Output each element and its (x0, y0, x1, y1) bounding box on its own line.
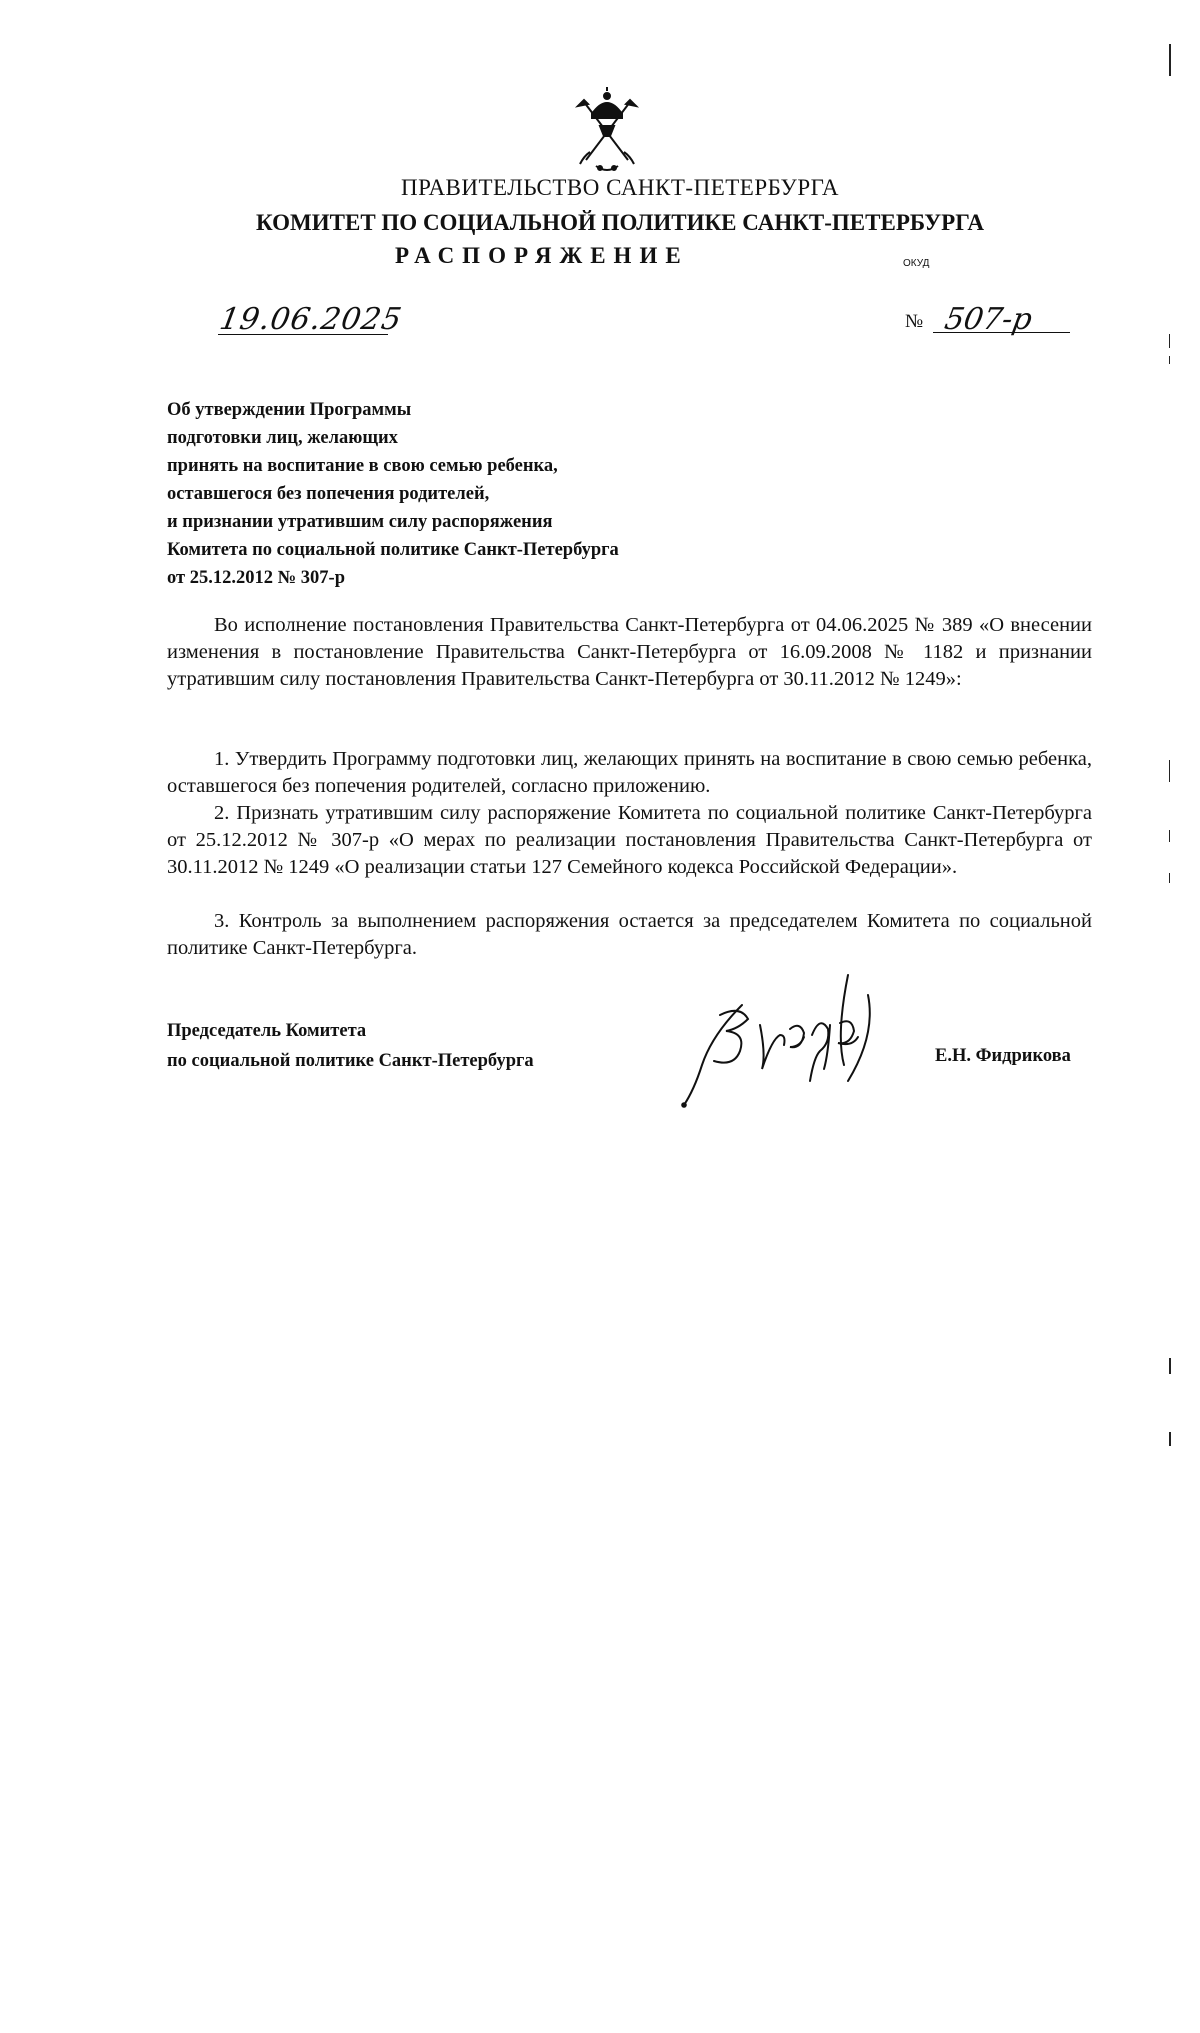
st-petersburg-coat-of-arms-icon (570, 86, 644, 176)
scan-margin-mark (1169, 830, 1170, 842)
subject-line: подготовки лиц, желающих (167, 428, 398, 448)
scan-margin-mark (1169, 356, 1170, 364)
okud-label: ОКУД (903, 258, 930, 269)
order-item-1: 1. Утвердить Программу подготовки лиц, желающих принять на воспитание в свою семью ребенка, оставшегося без попечения родителей, согласно приложению. (167, 748, 1092, 797)
scan-margin-mark (1169, 873, 1170, 883)
scan-margin-mark (1169, 44, 1171, 76)
order-item-2: 2. Признать утратившим силу распоряжение Комитета по социальной политике Санкт-Петербурга от 25.12.2012 № 307-р «О мерах по реализации постановления Правительства Санкт-Петербурга от 30.11.2012 № 1249 «О реализации статьи 127 Семейного кодекса Российской Федерации». (167, 802, 1092, 878)
date-underline (218, 334, 388, 335)
scan-margin-mark (1169, 760, 1170, 782)
number-sign: № (905, 311, 924, 332)
scan-margin-mark (1169, 1358, 1171, 1374)
position-line: по социальной политике Санкт-Петербурга (167, 1051, 534, 1071)
signatory-position (167, 1016, 534, 1076)
document-subject (167, 396, 619, 592)
scan-margin-mark (1169, 334, 1170, 348)
preamble-paragraph: Во исполнение постановления Правительства Санкт-Петербурга от 04.06.2025 № 389 «О внесении изменения в постановление Правительства Санкт-Петербурга от 16.09.2008 № 1182 и признании утратившим силу постановления Правительства Санкт-Петербурга от 30.11.2012 № 1249»: (167, 614, 1092, 690)
signatory-name: Е.Н. Фидрикова (935, 1046, 1071, 1066)
document-date: 19.06.2025 (216, 302, 405, 337)
handwritten-signature-icon (680, 965, 910, 1115)
subject-line: оставшегося без попечения родителей, (167, 484, 490, 504)
number-underline (933, 332, 1070, 333)
subject-line: принять на воспитание в свою семью ребенка, (167, 456, 558, 476)
position-line: Председатель Комитета (167, 1021, 367, 1041)
subject-line: от 25.12.2012 № 307-р (167, 568, 346, 588)
document-number: 507-р (941, 302, 1035, 337)
document-type: РАСПОРЯЖЕНИЕ (395, 243, 689, 268)
government-title: ПРАВИТЕЛЬСТВО САНКТ-ПЕТЕРБУРГА (400, 175, 840, 200)
scan-margin-mark (1169, 1432, 1171, 1446)
subject-line: Об утверждении Программы (167, 400, 412, 420)
committee-title: КОМИТЕТ ПО СОЦИАЛЬНОЙ ПОЛИТИКЕ САНКТ-ПЕТЕРБУРГА (256, 210, 984, 235)
subject-line: и признании утратившим силу распоряжения (167, 512, 553, 532)
subject-line: Комитета по социальной политике Санкт-Петербурга (167, 540, 619, 560)
order-item-3: 3. Контроль за выполнением распоряжения остается за председателем Комитета по социальной политике Санкт-Петербурга. (167, 910, 1092, 959)
